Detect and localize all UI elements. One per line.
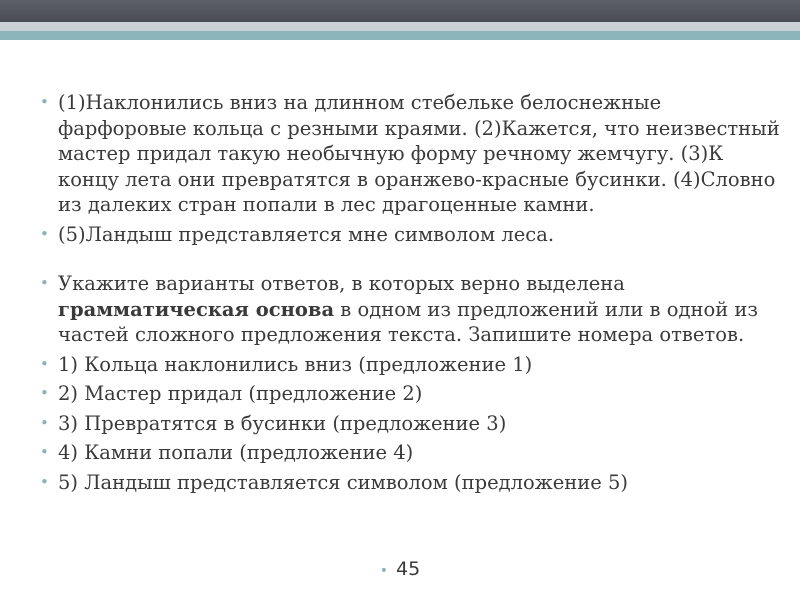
text-paragraph-1 xyxy=(40,90,780,218)
answer-option-5 xyxy=(40,470,780,496)
bullet-icon: • xyxy=(40,384,49,402)
answer-option-1-text: 1) Кольца наклонились вниз (предложение 1) xyxy=(58,352,533,376)
bullet-icon: • xyxy=(40,93,49,111)
answer-option-2 xyxy=(40,381,780,407)
answer-option-5-text: 5) Ландыш представляется символом (предложение 5) xyxy=(58,470,629,494)
answer-option-4 xyxy=(40,440,780,466)
bullet-icon: • xyxy=(40,224,49,243)
slide-footer xyxy=(0,558,800,580)
bullet-icon: • xyxy=(40,413,49,432)
page-number: 45 xyxy=(396,558,421,580)
answer-option-3 xyxy=(40,411,780,437)
bullet-icon: • xyxy=(40,472,49,491)
bullet-icon: • xyxy=(40,274,49,292)
task-instruction xyxy=(40,271,780,348)
slide-header-bar xyxy=(0,0,800,22)
text-paragraph-2 xyxy=(40,222,780,248)
bullet-icon: • xyxy=(40,443,49,461)
task-text-before: Укажите варианты ответов, в которых верно выделена xyxy=(58,272,625,295)
answer-option-4-text: 4) Камни попали (предложение 4) xyxy=(58,441,414,464)
bullet-icon: • xyxy=(40,354,49,373)
answer-option-2-text: 2) Мастер придал (предложение 2) xyxy=(58,382,423,405)
slide-content xyxy=(40,90,780,495)
answer-option-3-text: 3) Превратятся в бусинки (предложение 3) xyxy=(58,411,507,435)
text-paragraph-1-content: (1)Наклонились вниз на длинном стебельке белоснежные фарфоровые кольца с резными краями. (2)Кажется, что неизвестный мастер придал такую необычную форму речному жемчугу. (3)К концу лета они превратятся в оранжево-красные бусинки. (4)Словно из далеких стран попали в лес драгоценные камни. xyxy=(58,91,780,216)
answer-option-1 xyxy=(40,352,780,378)
text-paragraph-2-content: (5)Ландыш представляется мне символом леса. xyxy=(58,222,555,246)
bullet-icon: • xyxy=(379,563,389,579)
task-text-after: в одном из предложений или в одной из частей сложного предложения текста. Запишите номера ответов. xyxy=(58,297,759,346)
task-text-bold: грамматическая основа xyxy=(58,297,335,321)
slide-header-accent xyxy=(0,31,800,40)
